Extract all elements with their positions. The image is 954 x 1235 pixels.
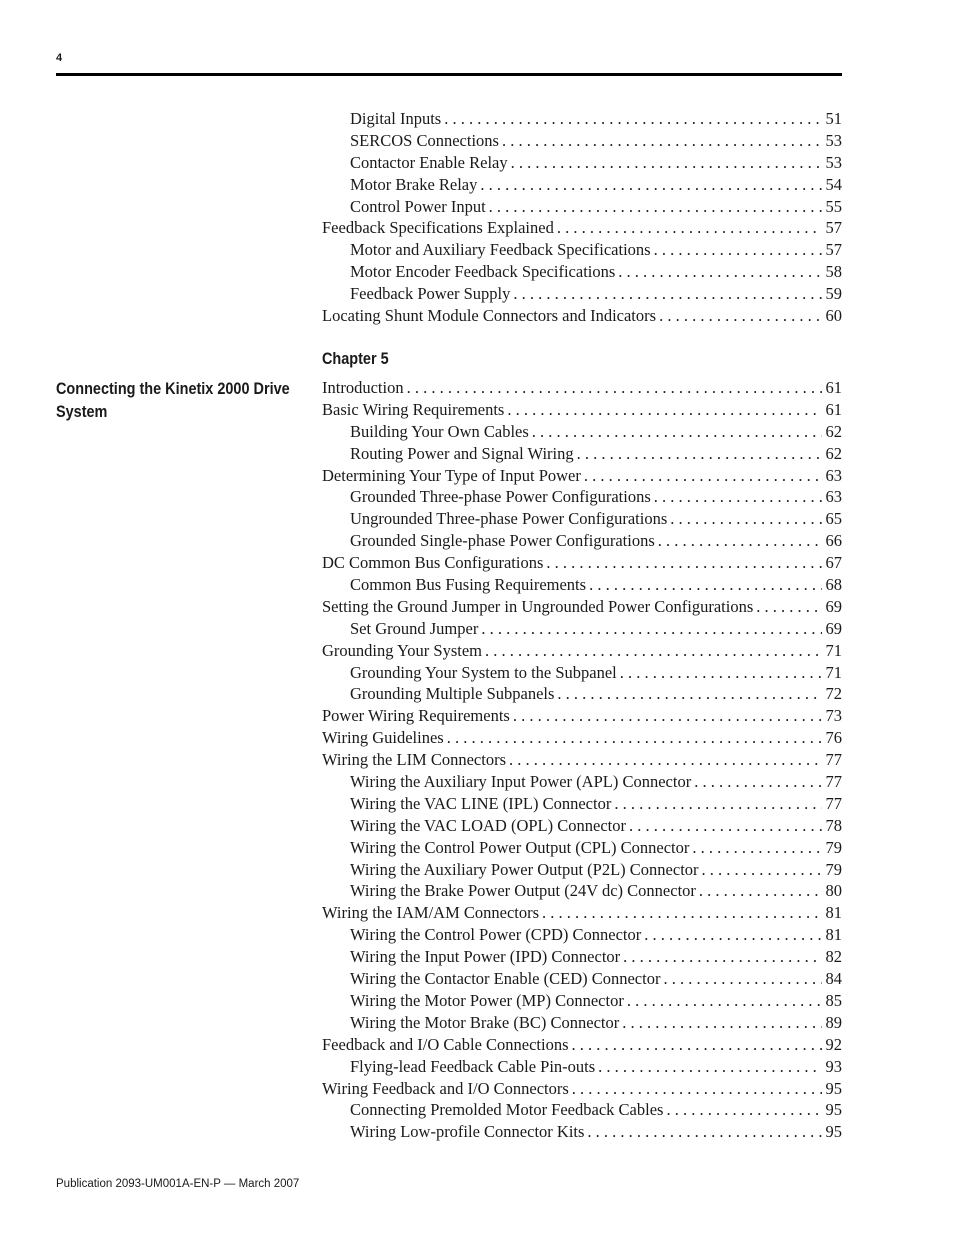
toc-dot-leader	[658, 530, 822, 552]
toc-entry-page: 58	[825, 262, 842, 282]
toc-dot-leader	[511, 152, 822, 174]
toc-entry[interactable]	[322, 815, 842, 837]
toc-entry-page: 51	[825, 109, 842, 128]
toc-entry-title: Set Ground Jumper	[350, 618, 479, 638]
toc-entry[interactable]	[322, 880, 842, 902]
toc-entry-page: 65	[825, 509, 842, 529]
toc-dot-leader	[702, 859, 822, 881]
toc-entry[interactable]	[322, 465, 842, 487]
toc-entry[interactable]	[322, 217, 842, 239]
toc-dot-leader	[663, 968, 821, 990]
toc-dot-leader	[659, 305, 821, 327]
toc-dot-leader	[572, 1034, 822, 1056]
toc-entry[interactable]	[322, 946, 842, 968]
toc-entry-page: 81	[825, 925, 842, 945]
toc-dot-leader	[546, 552, 821, 574]
toc-dot-leader	[485, 640, 822, 662]
chapter-title: Connecting the Kinetix 2000 Drive System	[56, 379, 290, 421]
toc-entry-title: Routing Power and Signal Wiring	[350, 443, 574, 463]
toc-entry-title: Feedback Specifications Explained	[322, 218, 554, 238]
toc-entry[interactable]	[322, 793, 842, 815]
toc-entry-page: 63	[825, 487, 842, 507]
toc-entry-title: Wiring Feedback and I/O Connectors	[322, 1078, 569, 1098]
toc-entry-title: Contactor Enable Relay	[350, 152, 508, 172]
toc-entry-title: Grounded Single-phase Power Configurations	[350, 531, 655, 551]
toc-entry-page: 69	[825, 596, 842, 616]
toc-dot-leader	[509, 749, 821, 771]
toc-entry-page: 57	[825, 218, 842, 238]
toc-entry-page: 57	[825, 240, 842, 260]
toc-entry[interactable]	[322, 640, 842, 662]
toc-entry-title: Grounding Your System	[322, 640, 482, 660]
toc-dot-leader	[654, 486, 822, 508]
toc-dot-leader	[670, 508, 821, 530]
toc-entry[interactable]	[322, 749, 842, 771]
toc-dot-leader	[444, 108, 821, 130]
toc-entry-page: 84	[825, 969, 842, 989]
toc-entry-title: SERCOS Connections	[350, 130, 499, 150]
toc-entry[interactable]	[322, 618, 842, 640]
toc-entry-title: Wiring the IAM/AM Connectors	[322, 903, 540, 923]
toc-entry-page: 89	[825, 1012, 842, 1032]
toc-dot-leader	[577, 443, 822, 465]
toc-entry-title: Feedback Power Supply	[350, 284, 511, 304]
toc-entry-page: 54	[825, 174, 842, 194]
toc-dot-leader	[614, 793, 821, 815]
toc-dot-leader	[644, 924, 821, 946]
toc-entry[interactable]	[322, 837, 842, 859]
toc-entry-page: 93	[825, 1056, 842, 1076]
toc-entry-page: 55	[825, 196, 842, 216]
toc-entry-page: 73	[825, 706, 842, 726]
toc-entry[interactable]	[322, 968, 842, 990]
toc-dot-leader	[532, 421, 822, 443]
toc-entry[interactable]	[322, 283, 842, 305]
toc-entry[interactable]	[322, 1034, 842, 1056]
toc-dot-leader	[513, 283, 821, 305]
toc-entry-title: Building Your Own Cables	[350, 421, 529, 441]
toc-entry-title: Motor and Auxiliary Feedback Specifications	[350, 240, 651, 260]
toc-dot-leader	[756, 596, 821, 618]
toc-dot-leader	[572, 1078, 822, 1100]
toc-entry[interactable]	[322, 530, 842, 552]
toc-entry-page: 79	[825, 859, 842, 879]
toc-dot-leader	[622, 1012, 821, 1034]
toc-entry-page: 95	[825, 1078, 842, 1098]
toc-dot-leader	[481, 618, 821, 640]
toc-entry[interactable]	[322, 727, 842, 749]
toc-entry-title: Introduction	[322, 378, 404, 397]
toc-entry-title: Wiring the Auxiliary Input Power (APL) Connector	[350, 772, 692, 792]
header-rule	[56, 73, 842, 76]
toc-entry-title: Wiring the LIM Connectors	[322, 750, 507, 770]
toc-entry[interactable]	[322, 596, 842, 618]
toc-dot-leader	[620, 662, 822, 684]
toc-dot-leader	[618, 261, 821, 283]
toc-dot-leader	[513, 705, 822, 727]
toc-entry-page: 81	[825, 903, 842, 923]
toc-entry-page: 53	[825, 130, 842, 150]
toc-entry[interactable]	[322, 399, 842, 421]
toc-entry[interactable]	[322, 130, 842, 152]
toc-entry[interactable]	[322, 196, 842, 218]
toc-entry-title: Grounded Three-phase Power Configurations	[350, 487, 651, 507]
toc-entry-page: 76	[825, 728, 842, 748]
toc-entry-title: Grounding Your System to the Subpanel	[350, 662, 617, 682]
toc-entry-title: Wiring the VAC LOAD (OPL) Connector	[350, 815, 626, 835]
toc-entry[interactable]	[322, 574, 842, 596]
toc-entry-page: 66	[825, 531, 842, 551]
toc-entry-page: 59	[825, 284, 842, 304]
toc-entry-page: 77	[825, 793, 842, 813]
toc-entry-page: 68	[825, 575, 842, 595]
footer-publication: Publication 2093-UM001A-EN-P — March 2007	[56, 1178, 300, 1190]
toc-entry[interactable]	[322, 924, 842, 946]
toc-entry-title: Wiring the Control Power Output (CPL) Connector	[350, 837, 690, 857]
toc-entry[interactable]	[322, 1099, 842, 1121]
toc-dot-leader	[587, 1121, 821, 1143]
toc-entry[interactable]	[322, 377, 842, 399]
toc-dot-leader	[699, 880, 822, 902]
toc-entry-title: Wiring the Contactor Enable (CED) Connector	[350, 969, 661, 989]
toc-entry[interactable]	[322, 1012, 842, 1034]
toc-entry-page: 69	[825, 618, 842, 638]
toc-dot-leader	[557, 683, 821, 705]
toc-entry-title: Feedback and I/O Cable Connections	[322, 1034, 569, 1054]
toc-entry-page: 71	[825, 640, 842, 660]
toc-entry-page: 92	[825, 1034, 842, 1054]
toc-entry[interactable]	[322, 705, 842, 727]
toc-dot-leader	[654, 239, 822, 261]
toc-dot-leader	[694, 771, 821, 793]
toc-entry-page: 72	[825, 684, 842, 704]
toc-entry[interactable]	[322, 1056, 842, 1078]
toc-entry-page: 71	[825, 662, 842, 682]
toc-dot-leader	[627, 990, 822, 1012]
toc-entry[interactable]	[322, 443, 842, 465]
toc-entry-page: 67	[825, 553, 842, 573]
toc-entry-title: Flying-lead Feedback Cable Pin-outs	[350, 1056, 596, 1076]
toc-entry[interactable]	[322, 174, 842, 196]
toc-dot-leader	[507, 399, 821, 421]
toc-entry-page: 80	[825, 881, 842, 901]
toc-entry-title: Motor Brake Relay	[350, 174, 478, 194]
page-number: 4	[56, 52, 63, 64]
toc-entry[interactable]	[322, 152, 842, 174]
toc-dot-leader	[666, 1099, 821, 1121]
toc-entry[interactable]	[322, 552, 842, 574]
toc-entry-page: 62	[825, 443, 842, 463]
toc-entry-page: 79	[825, 837, 842, 857]
toc-entry[interactable]	[322, 771, 842, 793]
toc-entry[interactable]	[322, 305, 842, 327]
toc-entry-page: 62	[825, 421, 842, 441]
toc-entry-page: 78	[825, 815, 842, 835]
toc-dot-leader	[623, 946, 821, 968]
toc-dot-leader	[598, 1056, 821, 1078]
toc-entry[interactable]	[322, 239, 842, 261]
toc-entry-title: Digital Inputs	[350, 109, 442, 128]
toc-entry-title: Common Bus Fusing Requirements	[350, 575, 587, 595]
toc-dot-leader	[407, 377, 822, 399]
toc-entry-page: 77	[825, 750, 842, 770]
toc-entry-title: Motor Encoder Feedback Specifications	[350, 262, 616, 282]
toc-entry-title: Wiring the VAC LINE (IPL) Connector	[350, 793, 612, 813]
toc-entry[interactable]	[322, 990, 842, 1012]
toc-entry[interactable]	[322, 261, 842, 283]
toc-entry-page: 60	[825, 306, 842, 326]
toc-chapter-5	[322, 377, 842, 1143]
toc-entry[interactable]	[322, 421, 842, 443]
toc-dot-leader	[502, 130, 822, 152]
toc-entry-page: 77	[825, 772, 842, 792]
toc-entry-page: 95	[825, 1122, 842, 1142]
toc-entry-page: 53	[825, 152, 842, 172]
toc-entry-title: Grounding Multiple Subpanels	[350, 684, 555, 704]
toc-entry-page: 61	[825, 378, 842, 397]
toc-section-continued	[322, 108, 842, 327]
toc-dot-leader	[692, 837, 821, 859]
toc-entry-title: Wiring the Motor Brake (BC) Connector	[350, 1012, 620, 1032]
toc-entry-page: 82	[825, 947, 842, 967]
toc-entry-title: DC Common Bus Configurations	[322, 553, 544, 573]
toc-entry-title: Ungrounded Three-phase Power Configurations	[350, 509, 668, 529]
toc-entry-title: Wiring the Motor Power (MP) Connector	[350, 990, 624, 1010]
toc-dot-leader	[447, 727, 822, 749]
toc-entry-title: Determining Your Type of Input Power	[322, 465, 581, 485]
toc-entry-title: Setting the Ground Jumper in Ungrounded Power Configurations	[322, 596, 754, 616]
toc-entry-page: 61	[825, 399, 842, 419]
toc-entry-page: 63	[825, 465, 842, 485]
toc-dot-leader	[557, 217, 822, 239]
toc-entry[interactable]	[322, 108, 842, 130]
chapter-label: Chapter 5	[322, 349, 389, 368]
toc-dot-leader	[542, 902, 821, 924]
toc-entry[interactable]	[322, 1121, 842, 1143]
toc-entry[interactable]	[322, 486, 842, 508]
toc-dot-leader	[584, 465, 822, 487]
toc-dot-leader	[589, 574, 821, 596]
toc-entry-title: Wiring Guidelines	[322, 728, 444, 748]
toc-entry[interactable]	[322, 902, 842, 924]
toc-entry[interactable]	[322, 859, 842, 881]
toc-entry-title: Wiring the Brake Power Output (24V dc) Connector	[350, 881, 696, 901]
toc-entry[interactable]	[322, 508, 842, 530]
toc-entry-title: Wiring the Input Power (IPD) Connector	[350, 947, 621, 967]
toc-entry-title: Wiring the Control Power (CPD) Connector	[350, 925, 642, 945]
toc-entry-title: Control Power Input	[350, 196, 486, 216]
toc-entry[interactable]	[322, 1078, 842, 1100]
toc-entry-page: 95	[825, 1100, 842, 1120]
toc-entry-title: Wiring Low-profile Connector Kits	[350, 1122, 585, 1142]
toc-dot-leader	[480, 174, 821, 196]
toc-entry-title: Connecting Premolded Motor Feedback Cables	[350, 1100, 664, 1120]
toc-dot-leader	[489, 196, 822, 218]
toc-dot-leader	[629, 815, 822, 837]
toc-entry[interactable]	[322, 662, 842, 684]
toc-entry-title: Locating Shunt Module Connectors and Indicators	[322, 306, 657, 326]
toc-entry-title: Basic Wiring Requirements	[322, 399, 505, 419]
toc-entry[interactable]	[322, 683, 842, 705]
toc-entry-title: Power Wiring Requirements	[322, 706, 510, 726]
toc-entry-page: 85	[825, 990, 842, 1010]
toc-entry-title: Wiring the Auxiliary Power Output (P2L) Connector	[350, 859, 699, 879]
